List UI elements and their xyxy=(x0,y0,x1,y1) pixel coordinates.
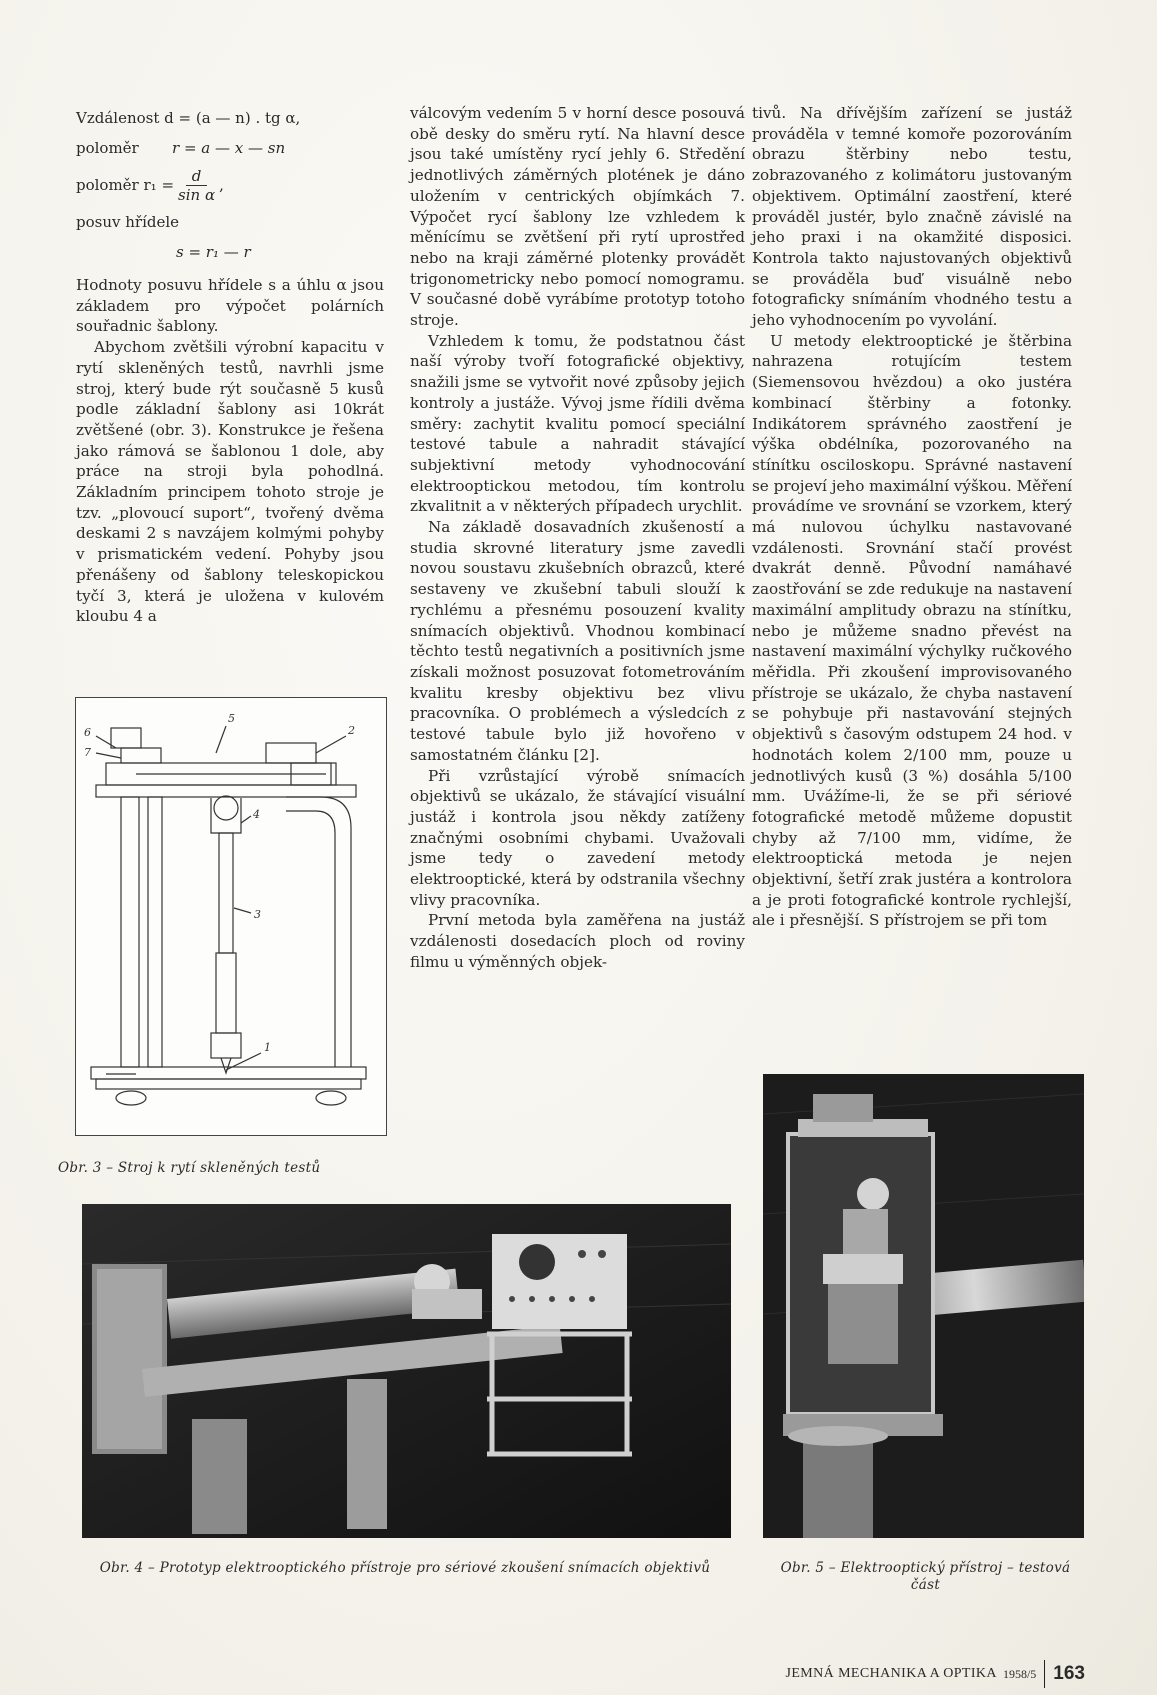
formula-fraction-numerator: d xyxy=(186,167,208,186)
figure-3-label: 3 xyxy=(254,908,261,921)
journal-title: JEMNÁ MECHANIKA A OPTIKA xyxy=(785,1666,997,1681)
figure-3-label: 1 xyxy=(264,1041,271,1054)
test-device-photo xyxy=(763,1074,1084,1538)
figure-3-label: 6 xyxy=(84,726,91,739)
column-1 xyxy=(76,103,384,627)
formula-shaft xyxy=(76,237,384,267)
formula-radius1 xyxy=(76,163,384,207)
figure-5-photo xyxy=(763,1074,1084,1538)
figure-3-label: 4 xyxy=(253,808,260,821)
formula-distance xyxy=(76,103,384,133)
figure-3-label: 2 xyxy=(348,724,355,737)
formula-shaft-label-text: posuv hřídele xyxy=(76,213,180,231)
paragraph: U metody elektrooptické je štěrbina nahrazena rotujícím testem (Siemensovou hvězdou) a oko justéra kombinací štěrbiny a fotonky. Indikátorem správného zaostření je výška obdélníka, pozorovaného na stínítku osciloskopu. Správné nastavení se projeví jeho maximální výškou. Měření provádíme ve srovnání se vzorkem, který má nulovou úchylku nastavované vzdálenosti. Srovnání stačí provést dvakrát denně. Původní namáhavé zaostřování se zde redukuje na nastavení maximální amplitudy obrazu na stínítku, nebo je můžeme snadno převést na nastavení maximální výchylky ručkového měřidla. Při zkoušení improvisovaného přístroje se ukázalo, že chyba nastavení se pohybuje při nastavování stejných objektivů s časovým odstupem 24 hod. v hodnotách kolem 2/100 mm, pouze u jednotlivých kusů (3 %) dosáhla 5/100 mm. Uvážíme-li, že se při sériové fotografické metodě můžeme dopustit chyby až 7/100 mm, vidíme, že elektrooptická metoda je nejen objektivní, šetří zrak justéra a kontrolora a je proti fotografické kontrole rychlejší, ale i přesnější. S přístrojem se při tom xyxy=(752,331,1072,930)
page-number: 163 xyxy=(1053,1663,1085,1684)
figure-3-label: 5 xyxy=(228,712,235,725)
engraving-machine-diagram xyxy=(76,698,386,1135)
paragraph: Vzhledem k tomu, že podstatnou část naší výroby tvoří fotografické objektivy, snažili jsme se vytvořit nové způsoby jejich kontroly a justáže. Vývoj jsme řídili dvěma směry: zachytit kvalitu pomocí speciální testové tabule a nahradit stávající subjektivní metody vyhodnocování elektrooptickou metodou, tím kontrolu zkvalitnit a v některých případech urychlit. xyxy=(410,331,745,516)
formula-radius1-tail: , xyxy=(219,176,224,194)
journal-issue: 1958/5 xyxy=(1002,1666,1037,1681)
paragraph: Abychom zvětšili výrobní kapacitu v rytí skleněných testů, navrhli jsme stroj, který bude rýt současně 5 kusů podle základní šablony asi 10krát zvětšené (obr. 3). Konstrukce je řešena jako rámová se šablonou 1 dole, aby práce na stroji byla pohodlná. Základním principem tohoto stroje je tzv. „plovoucí suport“, tvořený dvěma deskami 2 s navzájem kolmými pohyby v prismatickém vedení. Pohyby jsou přenášeny od šablony teleskopickou tyčí 3, která je uložena v kulovém kloubu 4 a xyxy=(76,338,384,626)
page-footer xyxy=(740,1660,1085,1688)
column-3 xyxy=(752,103,1072,931)
figure-3-caption: Obr. 3 – Stroj k rytí skleněných testů xyxy=(58,1160,321,1176)
formula-radius-expr: r = a — x — sn xyxy=(172,139,286,157)
paragraph: Na základě dosavadních zkušeností a studia skrovné literatury jsme zavedli novou soustavu zkušebních obrazců, které sestaveny ve zkušební tabuli slouží k rychlému a přesnému posouzení kvality snímacích objektivů. Vhodnou kombinací těchto testů negativních a positivních jsme získali možnost posuzovat fotometrováním kvalitu kresby objektivu bez vlivu pracovníka. O problémech a výsledcích z testové tabule bylo již hovořeno v samostatném článku [2]. xyxy=(410,518,745,764)
figure-4-caption: Obr. 4 – Prototyp elektrooptického přístroje pro sériové zkoušení snímacích objektivů xyxy=(99,1560,711,1576)
prototype-photo xyxy=(82,1204,731,1538)
formula-radius-label: poloměr xyxy=(76,139,139,157)
paragraph: válcovým vedením 5 v horní desce posouvá obě desky do směru rytí. Na hlavní desce jsou také umístěny rycí jehly 6. Středění jednotlivých záměrných plotének je dáno uložením v centrických objímkách 7. Výpočet rycí šablony lze vzhledem k měnícímu se zvětšení při rytí uprostřed nebo na kraji záměrné plotenky provádět trigonometricky nebo pomocí nomogramu. V současné době vyrábíme prototyp totoho stroje. xyxy=(410,104,745,330)
formula-fraction-denominator: sin α xyxy=(178,185,216,204)
paragraph: Hodnoty posuvu hřídele s a úhlu α jsou základem pro výpočet polárních souřadnic šablony. xyxy=(76,276,384,336)
formula-distance-text: Vzdálenost d = (a — n) . tg α, xyxy=(76,109,301,127)
paragraph: tivů. Na dřívějším zařízení se justáž prováděla v temné komoře pozorováním obrazu štěrbiny nebo testu, zobrazovaného z kolimátoru justovaným objektivem. Optimální zaostření, které prováděl justér, bylo značně závislé na jeho praxi i na okamžité disposici. Kontrola takto najustovaných objektivů se prováděla buď visuálně nebo fotograficky snímáním vhodného testu a jeho vyhodnocením po vyvolání. xyxy=(752,104,1072,330)
figure-3-drawing xyxy=(75,697,387,1136)
figure-3-label: 7 xyxy=(84,746,91,759)
column-2 xyxy=(410,103,745,973)
formula-shaft-expr: s = r₁ — r xyxy=(176,243,251,261)
formula-shaft-label xyxy=(76,207,384,237)
paragraph: První metoda byla zaměřena na justáž vzdálenosti dosedacích ploch od roviny filmu u výměnných objek- xyxy=(410,911,745,971)
figure-4-photo xyxy=(82,1204,731,1538)
formula-radius1-label: poloměr r₁ = xyxy=(76,176,175,194)
formula-fraction xyxy=(178,167,215,204)
figure-5-caption: Obr. 5 – Elektrooptický přístroj – testová část xyxy=(780,1560,1071,1593)
formula-radius xyxy=(76,133,384,163)
paragraph: Při vzrůstající výrobě snímacích objektivů se ukázalo, že stávající visuální justáž i kontrola jsou někdy zatíženy značnými osobními chybami. Uvažovali jsme tedy o zavedení metody elektrooptické, která by odstranila všechny vlivy pracovníka. xyxy=(410,766,745,909)
footer-divider xyxy=(1044,1660,1045,1688)
